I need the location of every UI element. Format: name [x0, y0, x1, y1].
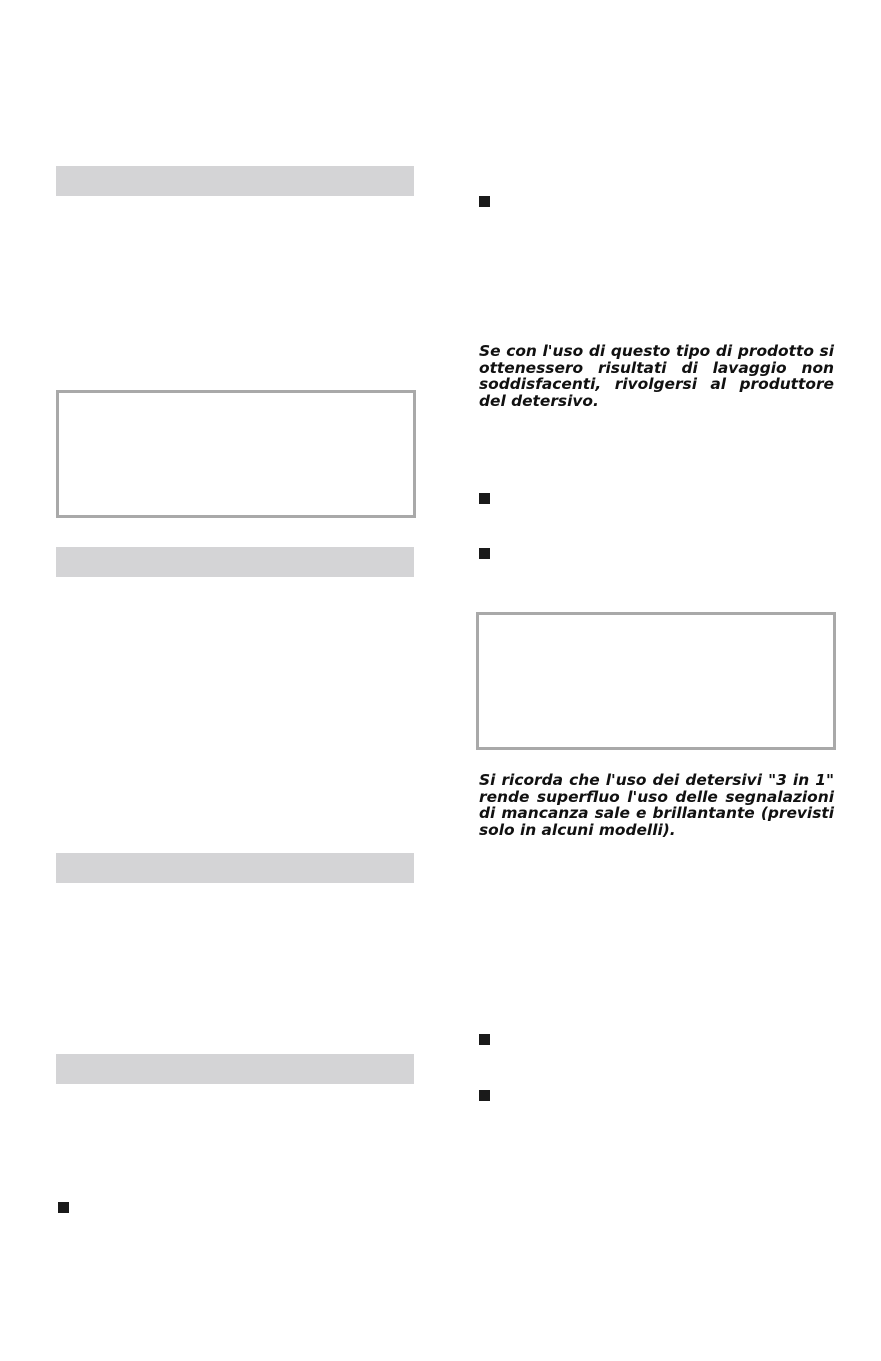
section-header-bar — [56, 547, 414, 577]
bullet-icon — [58, 1202, 69, 1213]
section-header-bar — [56, 1054, 414, 1084]
bullet-icon — [479, 1034, 490, 1045]
three-in-one-note: Si ricorda che l'uso dei detersivi "3 in 1" rende superfluo l'uso delle segnalazioni di mancanza sale e brillantante (previsti solo in alcuni modelli). — [479, 771, 834, 839]
detergent-advice-note: Se con l'uso di questo tipo di prodotto si ottenessero risultati di lavaggio non soddisfacenti, rivolgersi al produttore del detersivo. — [479, 342, 834, 410]
bullet-icon — [479, 1090, 490, 1101]
bullet-icon — [479, 493, 490, 504]
bullet-icon — [479, 548, 490, 559]
note-box — [56, 390, 416, 518]
section-header-bar — [56, 166, 414, 196]
section-header-bar — [56, 853, 414, 883]
bullet-icon — [479, 196, 490, 207]
note-box — [476, 612, 836, 750]
